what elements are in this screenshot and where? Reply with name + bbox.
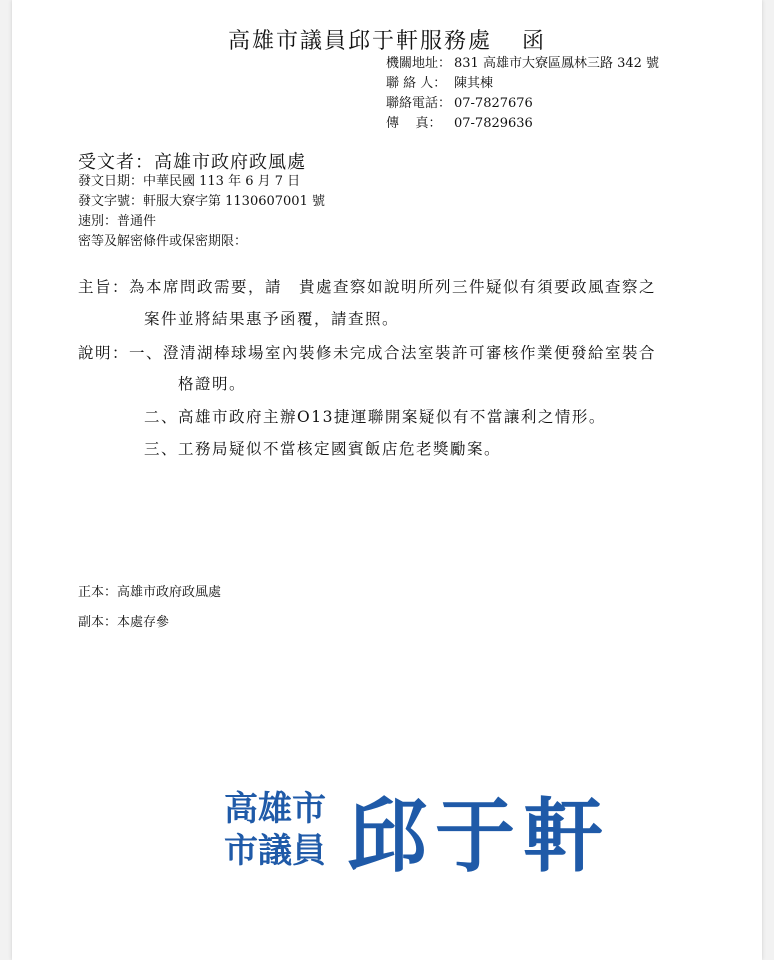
secrecy-level: 密等及解密條件或保密期限： [78, 234, 248, 249]
document-title [12, 24, 762, 55]
subject-line-2: 案件並將結果惠予函覆，請查照。 [144, 310, 400, 328]
office-name: 高雄市議員邱于軒服務處 [227, 29, 492, 54]
explanation-item-2: 二、高雄市政府主辦O13捷運聯開案疑似有不當讓利之情形。 [144, 408, 606, 426]
explanation-item-1-cont: 格證明。 [178, 375, 247, 393]
recipient: 受文者：高雄市政府政風處 [78, 152, 306, 173]
speed-class: 速別：普通件 [78, 214, 157, 229]
logo-name-text: 邱于軒 [347, 790, 611, 872]
distribution-list [78, 578, 221, 638]
issue-meta [78, 172, 325, 252]
councilor-signature-logo [222, 782, 642, 872]
contact-person: 聯 絡 人： 陳其棟 [386, 76, 494, 91]
logo-city-text: 高雄市 [224, 789, 326, 829]
copy-recipient: 副本：本處存參 [78, 615, 170, 630]
contact-fax: 傳 真： 07-7829636 [386, 116, 533, 131]
logo-title-text: 市議員 [224, 831, 326, 871]
explanation-item-1: 說明：一、澄清湖棒球場室內裝修未完成合法室裝許可審核作業便發給室裝合 [78, 344, 657, 362]
document-page [12, 0, 762, 960]
issue-number: 發文字號：軒服大寮字第 1130607001 號 [78, 194, 325, 209]
contact-block [386, 54, 659, 134]
document-type: 函 [522, 29, 547, 54]
contact-address: 機關地址： 831 高雄市大寮區鳳林三路 342 號 [386, 56, 660, 71]
original-recipient: 正本：高雄市政府政風處 [78, 585, 222, 600]
explanation-item-3: 三、工務局疑似不當核定國賓飯店危老獎勵案。 [144, 440, 502, 458]
issue-date: 發文日期：中華民國 113 年 6 月 7 日 [78, 174, 301, 189]
contact-phone: 聯絡電話： 07-7827676 [386, 96, 533, 111]
subject-line-1: 主旨：為本席問政需要，請 貴處查察如說明所列三件疑似有須要政風查察之 [78, 278, 657, 296]
